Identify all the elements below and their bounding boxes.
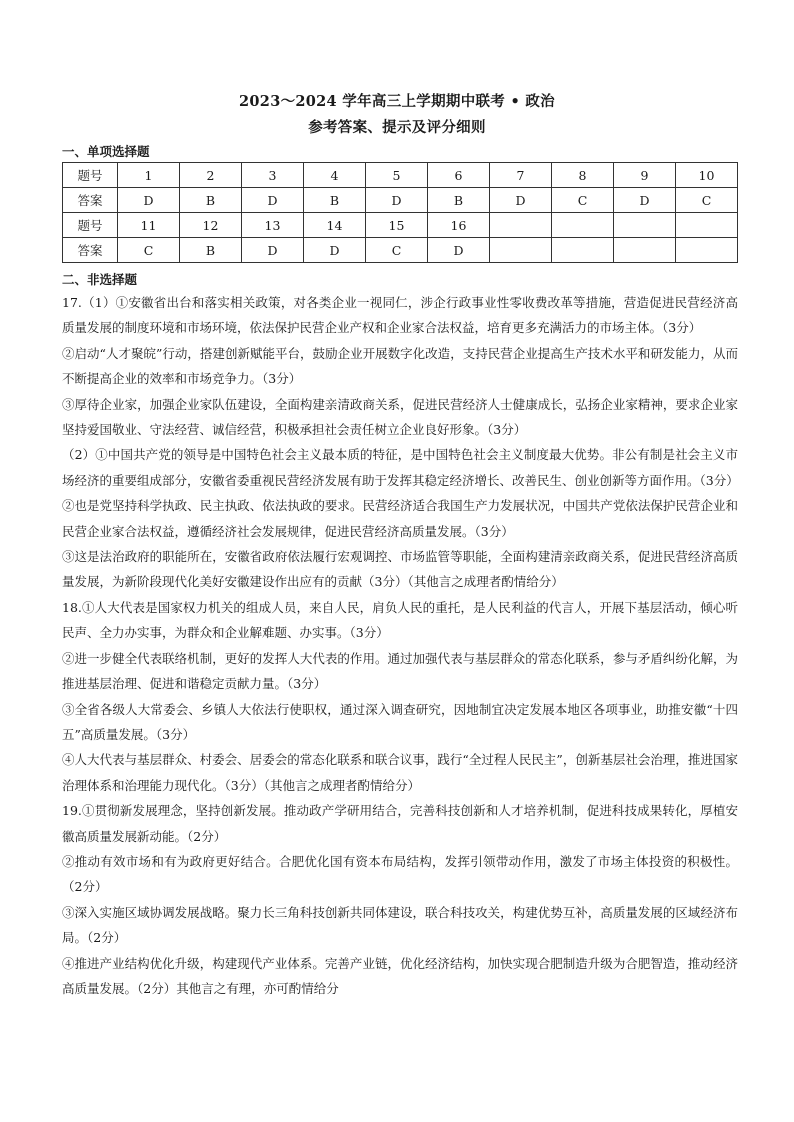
answer-cell [552, 238, 614, 263]
answer-paragraph-18-4: ④人大代表与基层群众、村委会、居委会的常态化联系和联合议事，践行“全过程人民民主”，创新基层社会治理，推进国家治理体系和治理能力现代化。（3分）（其他言之成理者酌情给分） [62, 752, 738, 793]
answer-cell: D [428, 238, 490, 263]
answer-cell: B [428, 188, 490, 213]
table-header-cell: 题号 [63, 213, 118, 238]
answer-cell: D [304, 238, 366, 263]
answer-cell: C [366, 238, 428, 263]
answer-cell: D [242, 238, 304, 263]
answer-cell: D [490, 188, 552, 213]
answer-cell [490, 238, 552, 263]
answer-paragraph-19-2: ②推动有效市场和有为政府更好结合。合肥优化国有资本布局结构，发挥引领带动作用，激发了市场主体投资的积极性。（2分） [62, 853, 738, 895]
question-number-cell: 7 [490, 163, 552, 188]
question-number-cell: 16 [428, 213, 490, 238]
table-row [63, 238, 738, 263]
question-number-cell: 11 [118, 213, 180, 238]
section-heading-essay: 二、非选择题 [62, 272, 138, 287]
table-row [63, 213, 738, 238]
answer-cell: C [676, 188, 738, 213]
question-number-cell: 13 [242, 213, 304, 238]
table-row [63, 163, 738, 188]
answer-cell: B [180, 188, 242, 213]
answer-paragraph-17-1-2: ②启动“人才聚皖”行动，搭建创新赋能平台，鼓励企业开展数字化改造，支持民营企业提高生产技术水平和研发能力，从而不断提高企业的效率和市场竞争力。（3分） [62, 345, 738, 387]
answer-paragraph-17-2-3: ③这是法治政府的职能所在，安徽省政府依法履行宏观调控、市场监管等职能，全面构建清亲政商关系，促进民营经济高质量发展，为新阶段现代化美好安徽建设作出应有的贡献（3分）（其他言之成理者酌情给分） [62, 549, 738, 590]
answer-paragraph-18-2: ②进一步健全代表联络机制，更好的发挥人大代表的作用。通过加强代表与基层群众的常态化联系，参与矛盾纠纷化解，为推进基层治理、促进和谐稳定贡献力量。（3分） [62, 650, 738, 692]
question-number-cell: 3 [242, 163, 304, 188]
question-number-cell: 10 [676, 163, 738, 188]
answer-cell: D [118, 188, 180, 213]
question-number-cell: 6 [428, 163, 490, 188]
question-number-cell: 5 [366, 163, 428, 188]
answer-cell: C [552, 188, 614, 213]
section-heading-choice: 一、单项选择题 [62, 144, 150, 159]
question-number-cell: 9 [614, 163, 676, 188]
answer-paragraph-17-2-1: （2）①中国共产党的领导是中国特色社会主义最本质的特征，是中国特色社会主义制度最大优势。非公有制是社会主义市场经济的重要组成部分，安徽省委重视民营经济发展有助于发挥其稳定经济增长、改善民生、创业创新等方面作用。（3分） [62, 447, 739, 488]
answer-paragraph-17-1-1: 17.（1）①安徽省出台和落实相关政策，对各类企业一视同仁，涉企行政事业性零收费改革等措施，营造促进民营经济高质量发展的制度环境和市场环境，依法保护民营企业产权和企业家合法权益，培育更多充满活力的市场主体。（3分） [62, 295, 738, 336]
table-header-cell: 答案 [63, 238, 118, 263]
answer-cell: B [180, 238, 242, 263]
answer-cell: D [366, 188, 428, 213]
table-header-cell: 题号 [63, 163, 118, 188]
page-subtitle: 参考答案、提示及评分细则 [308, 119, 486, 136]
answer-paragraph-19-1: 19.①贯彻新发展理念，坚持创新发展。推动政产学研用结合，完善科技创新和人才培养机制，促进科技成果转化，厚植安徽高质量发展新动能。（2分） [62, 803, 738, 844]
question-number-cell: 12 [180, 213, 242, 238]
answer-paragraph-17-2-2: ②也是党坚持科学执政、民主执政、依法执政的要求。民营经济适合我国生产力发展状况，中国共产党依法保护民营企业和民营企业家合法权益，遵循经济社会发展规律，促进民营经济高质量发展。（3分） [62, 498, 738, 539]
question-number-cell: 1 [118, 163, 180, 188]
question-number-cell: 15 [366, 213, 428, 238]
answer-cell: D [614, 188, 676, 213]
answer-paragraph-18-1: 18.①人大代表是国家权力机关的组成人员，来自人民，肩负人民的重托，是人民利益的代言人，开展下基层活动，倾心听民声、全力办实事，为群众和企业解难题、办实事。（3分） [62, 599, 738, 641]
answer-cell: B [304, 188, 366, 213]
answer-paragraph-19-4: ④推进产业结构优化升级，构建现代产业体系。完善产业链，优化经济结构，加快实现合肥制造升级为合肥智造，推动经济高质量发展。（2分）其他言之有理，亦可酌情给分 [62, 955, 738, 996]
question-number-cell: 8 [552, 163, 614, 188]
answer-cell [614, 238, 676, 263]
answer-body [62, 290, 738, 1001]
question-number-cell [552, 213, 614, 238]
question-number-cell: 4 [304, 163, 366, 188]
table-row [63, 188, 738, 213]
question-number-cell: 14 [304, 213, 366, 238]
answer-cell: C [118, 238, 180, 263]
answer-cell: D [242, 188, 304, 213]
question-number-cell [614, 213, 676, 238]
answer-paragraph-17-1-3: ③厚待企业家，加强企业家队伍建设，全面构建亲清政商关系，促进民营经济人士健康成长，弘扬企业家精神，要求企业家坚持爱国敬业、守法经营、诚信经营，积极承担社会责任树立企业良好形象。（3分） [62, 396, 738, 438]
answer-paragraph-19-3: ③深入实施区域协调发展战略。聚力长三角科技创新共同体建设，联合科技攻关，构建优势互补，高质量发展的区域经济布局。（2分） [62, 904, 738, 946]
table-header-cell: 答案 [63, 188, 118, 213]
question-number-cell: 2 [180, 163, 242, 188]
answer-table [62, 162, 738, 263]
question-number-cell [676, 213, 738, 238]
question-number-cell [490, 213, 552, 238]
answer-cell [676, 238, 738, 263]
page-title: 2023～2024 学年高三上学期期中联考 • 政治 [239, 93, 555, 110]
answer-paragraph-18-3: ③全省各级人大常委会、乡镇人大依法行使职权，通过深入调查研究，因地制宜决定发展本地区各项事业，助推安徽“十四五”高质量发展。（3分） [62, 701, 738, 742]
